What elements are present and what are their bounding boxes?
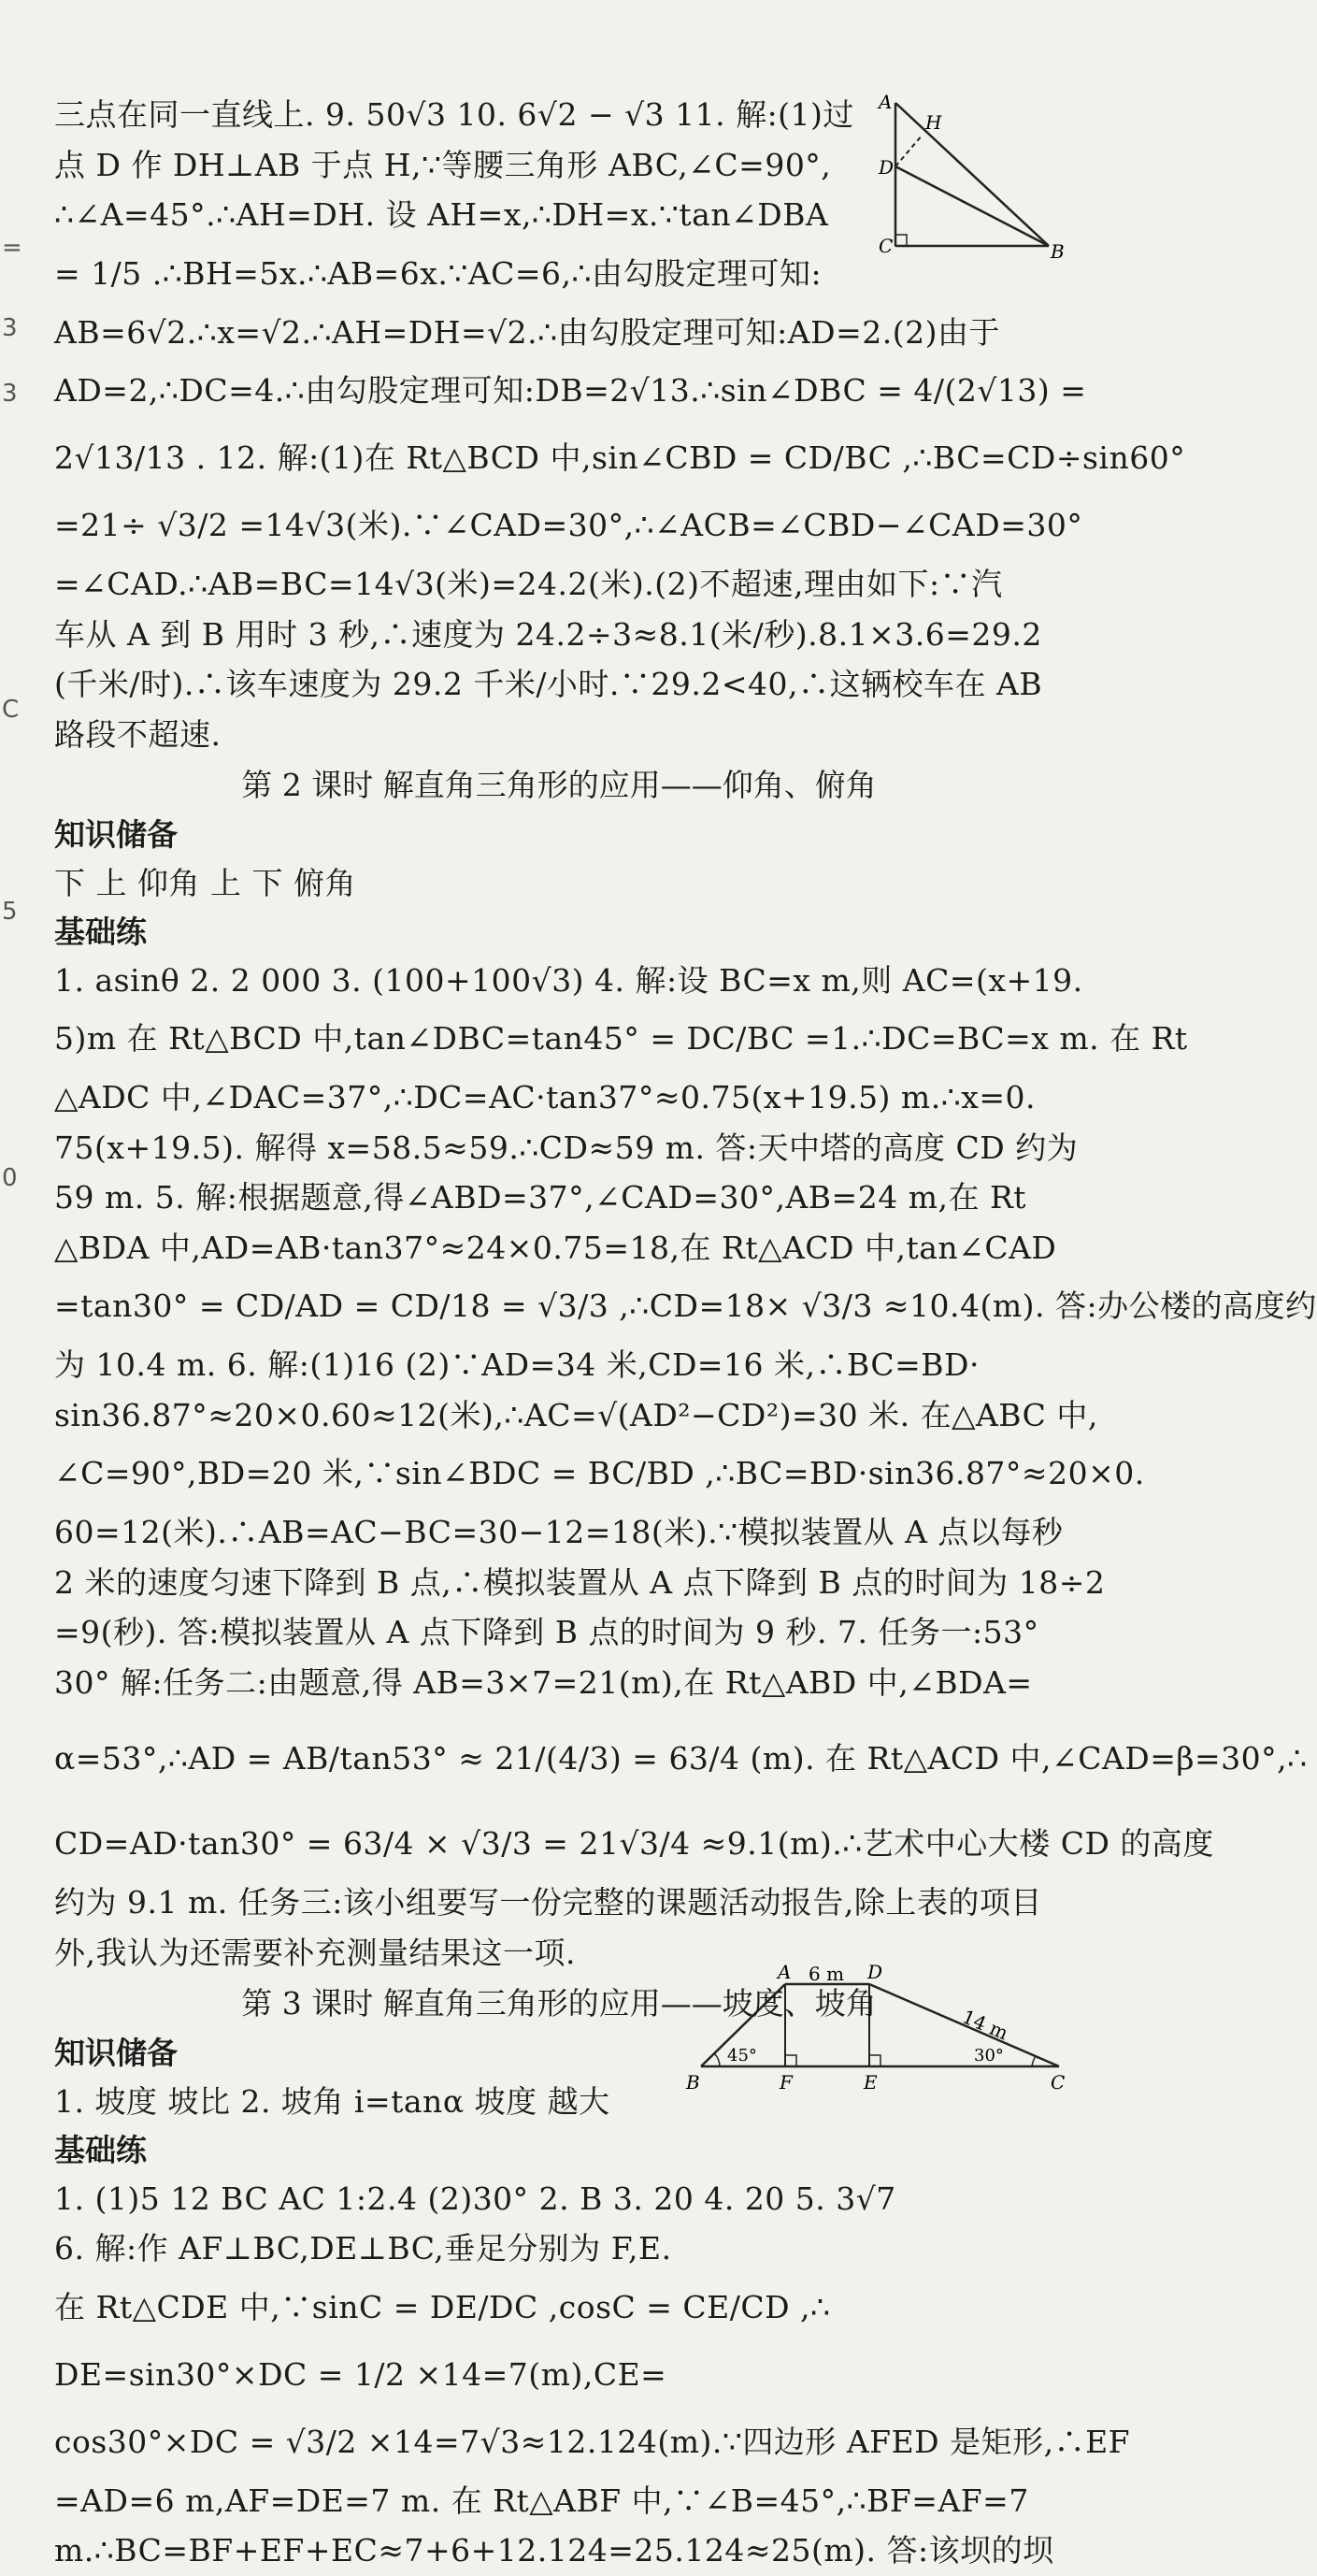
margin-mark: C [2,696,20,724]
knowledge-answers: 下 上 仰角 上 下 俯角 [54,865,356,901]
margin-mark: 5 [2,898,18,926]
margin-mark: = [2,234,22,262]
label-a: A [879,91,893,113]
text-line: 2√13/13 . 12. 解:(1)在 Rt△BCD 中,sin∠CBD = CD/BC ,∴BC=CD÷sin60° [54,439,1186,476]
text-line: =∠CAD.∴AB=BC=14√3(米)=24.2(米).(2)不超速,理由如下:∵汽 [54,566,1003,602]
text-line: 外,我认为还需要补充测量结果这一项. [54,1934,576,1971]
text-line: =tan30° = CD/AD = CD/18 = √3/3 ,∴CD=18× √3/3 ≈10.4(m). 答:办公楼的高度约 [54,1288,1317,1324]
label-c: C [879,235,894,257]
text-line: sin36.87°≈20×0.60≈12(米),∴AC=√(AD²−CD²)=30 米. 在△ABC 中, [54,1396,1098,1433]
text-line: 约为 9.1 m. 任务三:该小组要写一份完整的课题活动报告,除上表的项目 [54,1884,1042,1921]
label-e: E [864,2071,878,2094]
knowledge-answers: 1. 坡度 坡比 2. 坡角 i=tanα 坡度 越大 [54,2083,610,2120]
label-d: D [879,156,895,179]
basic-heading: 基础练 [54,2131,147,2168]
label-30deg: 30° [974,2046,1004,2065]
label-c: C [1051,2071,1066,2094]
text-line: 在 Rt△CDE 中,∵sinC = DE/DC ,cosC = CE/CD ,∴ [54,2288,831,2325]
section3 [54,1978,1131,2576]
label-h: H [925,111,942,134]
label-f: F [780,2071,793,2094]
text-line: 2 米的速度匀速下降到 B 点,∴模拟装置从 A 点下降到 B 点的时间为 18÷2 [54,1563,1106,1601]
text-line: 1. asinθ 2. 2 000 3. (100+100√3) 4. 解:设 BC=x m,则 AC=(x+19. [54,961,1083,999]
section1-solutions [54,90,1186,759]
margin-mark: 3 [2,380,18,408]
label-45deg: 45° [727,2046,757,2065]
label-b: B [686,2071,700,2094]
answer-text [54,90,1317,2576]
text-line: α=53°,∴AD = AB/tan53° ≈ 21/(4/3) = 63/4 (m). 在 Rt△ACD 中,∠CAD=β=30°,∴ [54,1740,1308,1777]
text-line: =9(秒). 答:模拟装置从 A 点下降到 B 点的时间为 9 秒. 7. 任务一:53° [54,1614,1039,1650]
knowledge-heading: 知识储备 [54,2035,178,2071]
text-line: = 1/5 .∴BH=5x.∴AB=6x.∵AC=6,∴由勾股定理可知: [54,254,823,292]
text-line: =21÷ √3/2 =14√3(米).∵∠CAD=30°,∴∠ACB=∠CBD−∠CAD=30° [54,507,1083,543]
text-line: cos30°×DC = √3/2 ×14=7√3≈12.124(m).∵四边形 AFED 是矩形,∴EF [54,2423,1131,2460]
text-line: △BDA 中,AD=AB·tan37°≈24×0.75=18,在 Rt△ACD 中,tan∠CAD [54,1229,1057,1266]
text-line: 为 10.4 m. 6. 解:(1)16 (2)∵AD=34 米,CD=16 米,∴BC=BD· [54,1346,980,1383]
text-line: 5)m 在 Rt△BCD 中,tan∠DBC=tan45° = DC/BC =1.∴DC=BC=x m. 在 Rt [54,1020,1188,1057]
text-line: AD=2,∴DC=4.∴由勾股定理可知:DB=2√13.∴sin∠DBC = 4/(2√13) = [54,372,1087,409]
label-a: A [778,1961,792,1983]
text-line: ∴∠A=45°.∴AH=DH. 设 AH=x,∴DH=x.∵tan∠DBA [54,196,829,233]
section-title: 第 3 课时 解直角三角形的应用——坡度、坡角 [241,1985,877,2022]
text-line: 路段不超速. [54,715,222,753]
text-line: 30° 解:任务二:由题意,得 AB=3×7=21(m),在 Rt△ABD 中,∠BDA= [54,1663,1033,1701]
text-line: (千米/时).∴该车速度为 29.2 千米/小时.∵29.2<40,∴这辆校车在 AB [54,666,1043,702]
text-line: 三点在同一直线上. 9. 50√3 10. 6√2 − √3 11. 解:(1)过 [54,96,854,133]
label-d: D [867,1961,883,1983]
text-line: CD=AD·tan30° = 63/4 × √3/3 = 21√3/4 ≈9.1(m).∴艺术中心大楼 CD 的高度 [54,1825,1214,1862]
text-line: 75(x+19.5). 解得 x=58.5≈59.∴CD≈59 m. 答:天中塔的高度 CD 约为 [54,1129,1079,1166]
label-b: B [1051,240,1065,263]
text-line: 60=12(米).∴AB=AC−BC=30−12=18(米).∵模拟装置从 A 点以每秒 [54,1514,1064,1550]
margin-mark: 3 [2,314,18,342]
text-line: 车从 A 到 B 用时 3 秒,∴速度为 24.2÷3≈8.1(米/秒).8.1×3.6=29.2 [54,615,1042,653]
text-line: ∠C=90°,BD=20 米,∵sin∠BDC = BC/BD ,∴BC=BD·sin36.87°≈20×0. [54,1455,1145,1491]
margin-mark: 0 [2,1164,18,1192]
section-title: 第 2 课时 解直角三角形的应用——仰角、俯角 [241,767,877,803]
text-line: 6. 解:作 AF⊥BC,DE⊥BC,垂足分别为 F,E. [54,2230,672,2267]
text-line: △ADC 中,∠DAC=37°,∴DC=AC·tan37°≈0.75(x+19.5) m.∴x=0. [54,1079,1036,1115]
knowledge-heading: 知识储备 [54,816,178,853]
section2 [54,759,1317,1978]
text-line: DE=sin30°×DC = 1/2 ×14=7(m),CE= [54,2355,667,2393]
text-line: 59 m. 5. 解:根据题意,得∠ABD=37°,∠CAD=30°,AB=24 m,在 Rt [54,1179,1027,1216]
text-line: 1. (1)5 12 BC AC 1:2.4 (2)30° 2. B 3. 20 4. 20 5. 3√7 [54,2180,896,2217]
label-6m: 6 m [809,1963,845,1985]
text-line: AB=6√2.∴x=√2.∴AH=DH=√2.∴由勾股定理可知:AD=2.(2)由于 [54,313,1000,351]
text-line: 点 D 作 DH⊥AB 于点 H,∵等腰三角形 ABC,∠C=90°, [54,146,832,183]
text-line: =AD=6 m,AF=DE=7 m. 在 Rt△ABF 中,∵∠B=45°,∴BF=AF=7 [54,2482,1029,2519]
text-line: m.∴BC=BF+EF+EC≈7+6+12.124=25.124≈25(m). 答:该坝的坝 [54,2532,1054,2569]
basic-heading: 基础练 [54,913,147,950]
label-14m: 14 m [959,2005,1012,2045]
